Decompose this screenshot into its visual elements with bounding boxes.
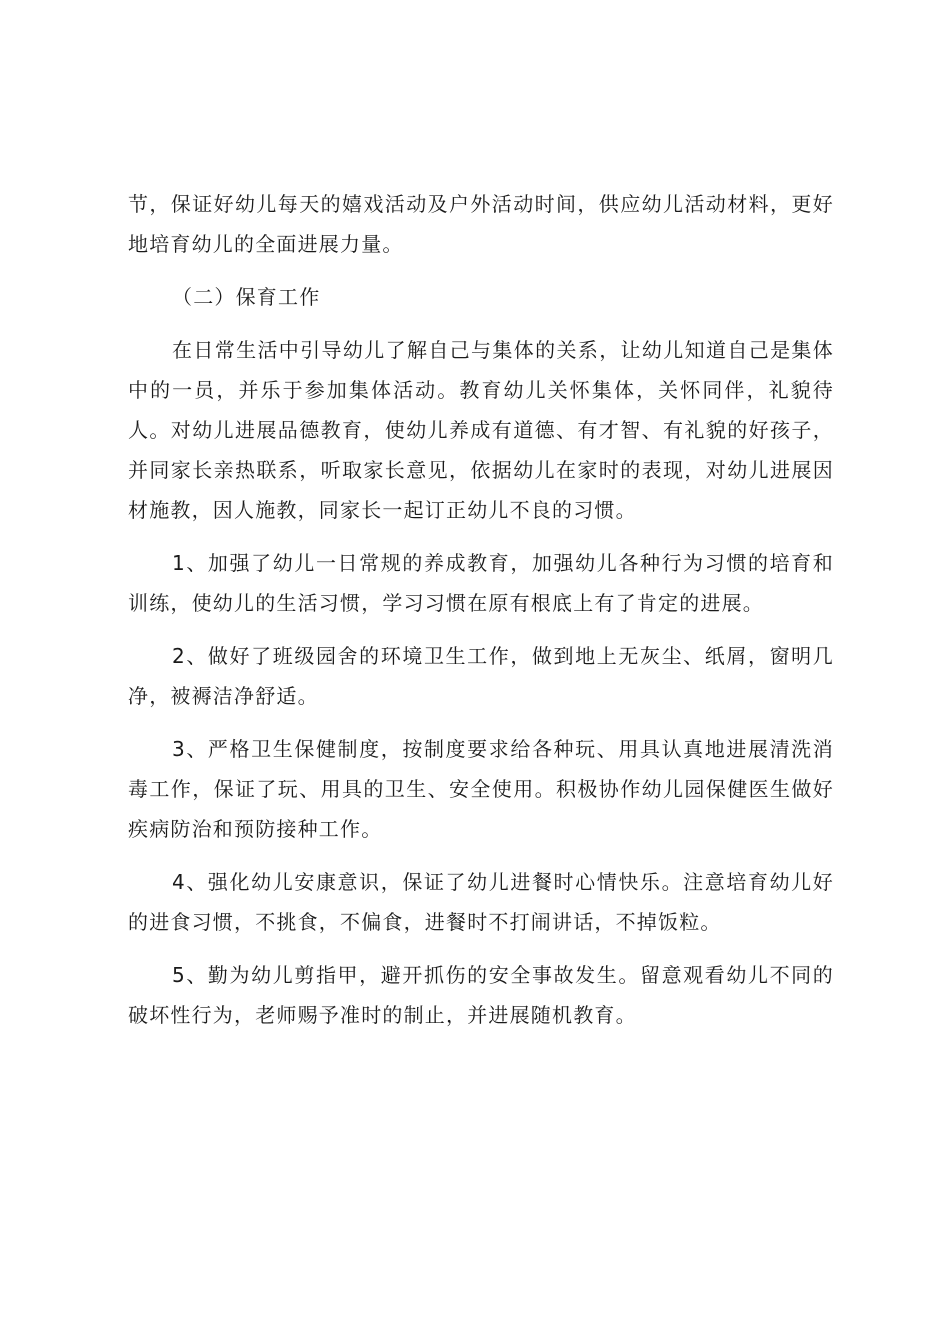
paragraph-continuation: 节，保证好幼儿每天的嬉戏活动及户外活动时间，供应幼儿活动材料，更好地培育幼儿的全面进展力量。 (128, 192, 834, 256)
paragraph-item-4: 4、强化幼儿安康意识，保证了幼儿进餐时心情快乐。注意培育幼儿好的进食习惯，不挑食，不偏食，进餐时不打闹讲话，不掉饭粒。 (128, 870, 834, 934)
paragraph-intro: 在日常生活中引导幼儿了解自己与集体的关系，让幼儿知道自己是集体中的一员，并乐于参加集体活动。教育幼儿关怀集体，关怀同伴，礼貌待人。对幼儿进展品德教育，使幼儿养成有道德、有才智、有礼貌的好孩子，并同家长亲热联系，听取家长意见，依据幼儿在家时的表现，对幼儿进展因材施教，因人施教，同家长一起订正幼儿不良的习惯。 (128, 338, 834, 522)
section-heading: （二）保育工作 (172, 285, 321, 309)
paragraph-item-2: 2、做好了班级园舍的环境卫生工作，做到地上无灰尘、纸屑，窗明几净，被褥洁净舒适。 (128, 644, 834, 708)
paragraph-item-1: 1、加强了幼儿一日常规的养成教育，加强幼儿各种行为习惯的培育和训练，使幼儿的生活习惯，学习习惯在原有根底上有了肯定的进展。 (128, 551, 834, 615)
paragraph-item-3: 3、严格卫生保健制度，按制度要求给各种玩、用具认真地进展清洗消毒工作，保证了玩、用具的卫生、安全使用。积极协作幼儿园保健医生做好疾病防治和预防接种工作。 (128, 737, 834, 841)
document-page (128, 184, 834, 1048)
paragraph-item-5: 5、勤为幼儿剪指甲，避开抓伤的安全事故发生。留意观看幼儿不同的破坏性行为，老师赐予准时的制止，并进展随机教育。 (128, 963, 834, 1027)
